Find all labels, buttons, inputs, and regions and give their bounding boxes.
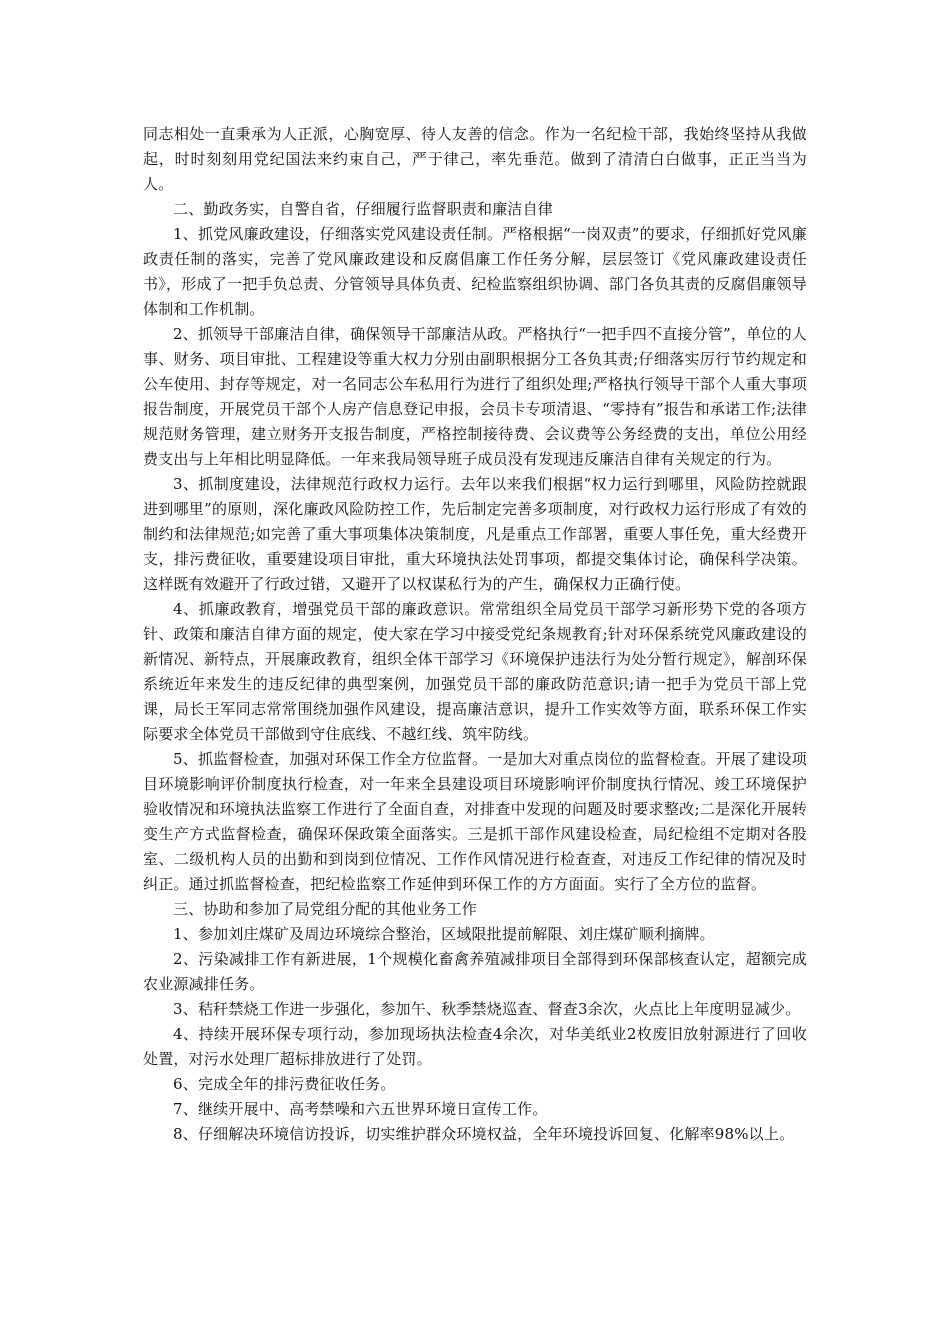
paragraph-item: 1、抓党风廉政建设，仔细落实党风建设责任制。严格根据“一岗双责”的要求，仔细抓好党风廉政责任制的落实，完善了党风廉政建设和反腐倡廉工作任务分解，层层签订《党风廉政建设责任书》，形成了一把手负总责、分管领导具体负责、纪检监察组织协调、部门各负其责的反腐倡廉领导体制和工作机制。 — [143, 225, 807, 318]
paragraph-item: 4、持续开展环保专项行动，参加现场执法检查4余次，对华美纸业2枚废旧放射源进行了回收处置，对污水处理厂超标排放进行了处罚。 — [143, 1025, 807, 1068]
paragraph-item: 2、抓领导干部廉洁自律，确保领导干部廉洁从政。严格执行“一把手四不直接分管”，单位的人事、财务、项目审批、工程建设等重大权力分别由副职根据分工各负其责;仔细落实厉行节约规定和公车使用、封存等规定，对一名同志公车私用行为进行了组织处理;严格执行领导干部个人重大事项报告制度，开展党员干部个人房产信息登记申报，会员卡专项清退、“零持有”报告和承诺工作;法律规范财务管理，建立财务开支报告制度，严格控制接待费、会议费等公务经费的支出，单位公用经费支出与上年相比明显降低。一年来我局领导班子成员没有发现违反廉洁自律有关规定的行为。 — [143, 325, 807, 468]
paragraph-item: 8、仔细解决环境信访投诉，切实维护群众环境权益，全年环境投诉回复、化解率98%以上。 — [173, 1125, 795, 1143]
paragraph-continuation: 同志相处一直秉承为人正派，心胸宽厚、待人友善的信念。作为一名纪检干部，我始终坚持从我做起，时时刻刻用党纪国法来约束自己，严于律己，率先垂范。做到了清清白白做事，正正当当为人。 — [143, 125, 807, 193]
paragraph-item: 3、抓制度建设，法律规范行政权力运行。去年以来我们根据“权力运行到哪里，风险防控就跟进到哪里”的原则，深化廉政风险防控工作，先后制定完善多项制度，对行政权力运行形成了有效的制约和法律规范;如完善了重大事项集体决策制度，凡是重点工作部署，重要人事任免，重大经费开支，排污费征收，重要建设项目审批，重大环境执法处罚事项，都提交集体讨论，确保科学决策。这样既有效避开了行政过错，又避开了以权谋私行为的产生，确保权力正确行使。 — [143, 475, 807, 593]
paragraph-item: 1、参加刘庄煤矿及周边环境综合整治，区域限批提前解限、刘庄煤矿顺利摘牌。 — [173, 925, 715, 943]
section-heading-3: 三、协助和参加了局党组分配的其他业务工作 — [173, 900, 478, 918]
paragraph-item: 7、继续开展中、高考禁噪和六五世界环境日宣传工作。 — [173, 1100, 548, 1118]
paragraph-item: 3、秸秆禁烧工作进一步强化，参加午、秋季禁烧巡查、督查3余次，火点比上年度明显减少。 — [173, 1000, 801, 1018]
paragraph-item: 2、污染减排工作有新进展，1个规模化畜禽养殖减排项目全部得到环保部核查认定，超额完成农业源减排任务。 — [143, 950, 807, 993]
paragraph-item: 5、抓监督检查，加强对环保工作全方位监督。一是加大对重点岗位的监督检查。开展了建设项目环境影响评价制度执行检查，对一年来全县建设项目环境影响评价制度执行情况、竣工环境保护验收情况和环境执法监察工作进行了全面自查，对排查中发现的问题及时要求整改;二是深化开展转变生产方式监督检查，确保环保政策全面落实。三是抓干部作风建设检查，局纪检组不定期对各股室、二级机构人员的出勤和到岗到位情况、工作作风情况进行检查查，对违反工作纪律的情况及时纠正。通过抓监督检查，把纪检监察工作延伸到环保工作的方方面面。实行了全方位的监督。 — [143, 750, 807, 893]
paragraph-item: 4、抓廉政教育，增强党员干部的廉政意识。常常组织全局党员干部学习新形势下党的各项方针、政策和廉洁自律方面的规定，使大家在学习中接受党纪条规教育;针对环保系统党风廉政建设的新情况、新特点，开展廉政教育，组织全体干部学习《环境保护违法行为处分暂行规定》，解剖环保系统近年来发生的违反纪律的典型案例，加强党员干部的廉政防范意识;请一把手为党员干部上党课，局长王军同志常常围绕加强作风建设，提高廉洁意识，提升工作实效等方面，联系环保工作实际要求全体党员干部做到守住底线、不越红线、筑牢防线。 — [143, 600, 807, 743]
paragraph-item: 6、完成全年的排污费征收任务。 — [173, 1075, 396, 1093]
section-heading-2: 二、勤政务实，自警自省，仔细履行监督职责和廉洁自律 — [173, 200, 554, 218]
document-body — [143, 122, 807, 1147]
